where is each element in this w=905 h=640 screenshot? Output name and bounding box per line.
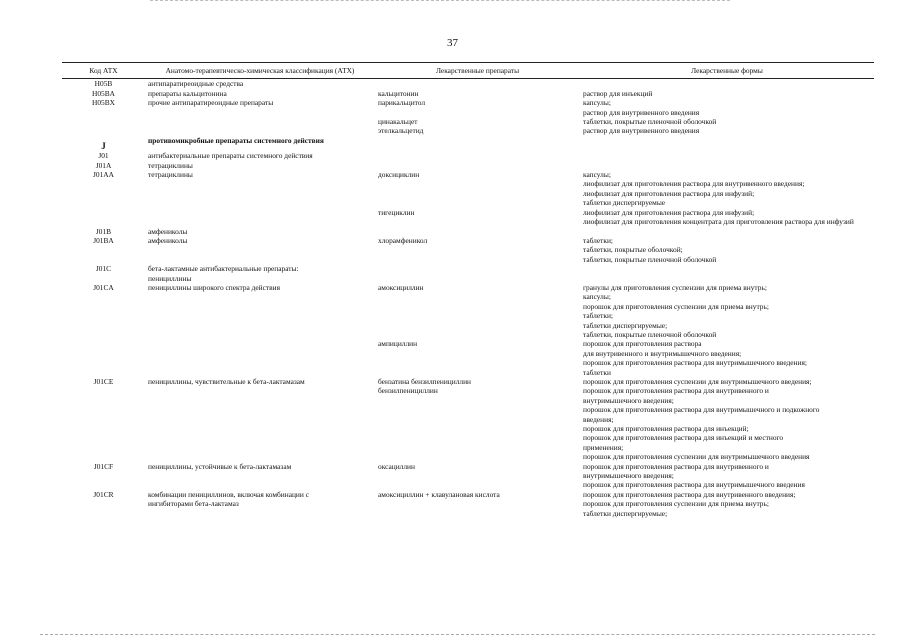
table-row: [62, 339, 874, 377]
cell-drug: [375, 136, 580, 151]
cell-code: J01CF: [93, 461, 114, 471]
cell-classification: [145, 208, 375, 227]
cell-code: J01A: [95, 160, 112, 170]
table-row: [62, 236, 874, 264]
cell-classification: пенициллины, устойчивые к бета-лактамазам: [148, 461, 292, 471]
page-number: 37: [447, 37, 458, 49]
atx-table: [62, 62, 874, 518]
cell-drug: [375, 264, 580, 283]
table-row: [62, 161, 874, 170]
cell-classification: пенициллины, чувствительные к бета-лактамазам: [148, 377, 305, 386]
cell-classification: пенициллины широкого спектра действия: [148, 282, 280, 292]
header-drugs: Лекарственные препараты: [375, 63, 580, 79]
cell-classification: бета-лактамные антибактериальные препараты: пенициллины: [148, 264, 299, 283]
table-row: [62, 264, 874, 283]
cell-forms: таблетки; таблетки, покрытые оболочкой; таблетки, покрытые пленочной оболочкой: [583, 235, 717, 264]
top-rule: [150, 0, 730, 2]
cell-code: [62, 126, 145, 135]
cell-drug: [375, 227, 580, 236]
cell-drug: бензилпенициллин: [378, 386, 438, 396]
cell-code: [62, 339, 145, 377]
cell-code: J01CR: [93, 489, 114, 499]
cell-drug: [375, 79, 580, 89]
header-code: Код АТХ: [62, 63, 145, 79]
cell-drug: [375, 161, 580, 170]
cell-classification: тетрациклины: [148, 160, 193, 170]
cell-code: J01B: [95, 226, 112, 236]
cell-code: J01AA: [93, 170, 114, 180]
cell-classification: тетрациклины: [148, 170, 193, 180]
cell-classification: амфениколы: [148, 235, 188, 245]
table-row: [62, 98, 874, 117]
table-row: [62, 462, 874, 490]
cell-drug: бензатина бензилпенициллин: [378, 377, 471, 386]
cell-forms: [580, 136, 874, 151]
table-row: [62, 136, 874, 151]
cell-classification: [145, 117, 375, 126]
cell-forms: [580, 161, 874, 170]
cell-classification: [145, 386, 375, 461]
header-forms: Лекарственные формы: [580, 63, 874, 79]
cell-code: H05B: [94, 79, 113, 89]
cell-drug: амоксициллин: [378, 282, 424, 292]
table-row: [62, 89, 874, 98]
table-row: [62, 208, 874, 227]
cell-drug: доксициклин: [378, 170, 420, 180]
cell-classification: комбинации пенициллинов, включая комбинации с ингибиторами бета-лактамаз: [148, 489, 309, 509]
cell-drug: тигециклин: [378, 207, 415, 217]
cell-code: J01: [98, 151, 109, 161]
table-row: [62, 170, 874, 208]
cell-drug: этелкальцетид: [378, 126, 424, 136]
cell-forms: порошок для приготовления раствора для внутривенного и внутримышечного введения; порошок для приготовления раствора для внутримышечного и подкожного введения; порошок для приготовления раствора для инъекций; порошок для приготовления раствора для инъекций и местного применения; порошок для приготовления суспензии для внутримышечного введения: [583, 386, 820, 462]
table-header: [62, 63, 874, 79]
cell-classification: амфениколы: [148, 226, 188, 236]
table-row: [62, 151, 874, 160]
cell-drug: ампициллин: [378, 339, 418, 349]
cell-code: J01CA: [93, 282, 114, 292]
cell-drug: парикальцитол: [378, 98, 426, 108]
table-row: [62, 79, 874, 89]
table-row: [62, 117, 874, 126]
cell-forms: лиофилизат для приготовления раствора для инфузий; лиофилизат для приготовления концентрата для приготовления раствора для инфузий: [583, 207, 854, 227]
cell-drug: хлорамфеникол: [378, 235, 428, 245]
cell-forms: порошок для приготовления раствора для внутривенного и внутримышечного введения; порошок для приготовления раствора для внутримышечного введения: [583, 461, 805, 490]
cell-classification: прочие антипаратиреоидные препараты: [148, 98, 274, 108]
cell-forms: [580, 151, 874, 160]
table-row: [62, 377, 874, 386]
cell-classification: антипаратиреоидные средства: [148, 79, 244, 89]
cell-code: [62, 208, 145, 227]
table-row: [62, 227, 874, 236]
cell-drug: [375, 151, 580, 160]
cell-code: J01BA: [93, 235, 114, 245]
bottom-rule: [40, 634, 875, 636]
cell-classification: [145, 339, 375, 377]
cell-forms: порошок для приготовления раствора для внутривенного и внутримышечного введения; порошок для приготовления раствора для внутримышечного введения; таблетки: [583, 339, 807, 377]
cell-classification: антибактериальные препараты системного действия: [148, 151, 313, 161]
cell-classification: противомикробные препараты системного действия: [148, 135, 324, 145]
table-row: [62, 490, 874, 518]
cell-forms: [580, 227, 874, 236]
cell-drug: кальцитонин: [378, 88, 419, 98]
cell-code: J01C: [95, 264, 112, 274]
cell-code: [62, 386, 145, 461]
table-row: [62, 386, 874, 461]
cell-forms: раствор для инъекций: [583, 88, 653, 98]
cell-forms: [580, 264, 874, 283]
cell-forms: порошок для приготовления суспензии для внутримышечного введения;: [583, 377, 812, 386]
cell-forms: капсулы; раствор для внутривенного введения: [583, 98, 700, 117]
cell-forms: порошок для приготовления раствора для внутривенного введения; порошок для приготовления суспензии для приема внутрь; таблетки диспергируемые;: [583, 489, 796, 518]
cell-forms: таблетки, покрытые пленочной оболочкой: [583, 117, 717, 127]
cell-classification: препараты кальцитонина: [148, 88, 227, 98]
cell-code: [62, 117, 145, 126]
cell-forms: гранулы для приготовления суспензии для приема внутрь; капсулы; порошок для приготовления суспензии для приема внутрь; таблетки; таблетки диспергируемые; таблетки, покрытые пленочной оболочкой: [583, 282, 769, 339]
cell-classification: [145, 126, 375, 135]
table-body: [62, 79, 874, 518]
cell-forms: капсулы; лиофилизат для приготовления раствора для внутривенного введения; лиофилизат для приготовления раствора для инфузий; таблетки диспергируемые: [583, 170, 805, 208]
cell-forms: раствор для внутривенного введения: [583, 126, 700, 136]
cell-drug: цинакальцет: [378, 117, 418, 127]
table-row: [62, 283, 874, 339]
cell-code: J01CE: [93, 377, 114, 386]
cell-drug: амоксициллин + клавулановая кислота: [378, 489, 500, 499]
cell-forms: [580, 79, 874, 89]
header-classification: Анатомо-терапевтическо-химическая классификация (АТХ): [145, 63, 375, 79]
cell-code: H05BX: [92, 98, 115, 108]
cell-code: H05BA: [92, 88, 115, 98]
cell-drug: оксациллин: [378, 461, 415, 471]
cell-code: J: [101, 140, 106, 151]
table-row: [62, 126, 874, 135]
